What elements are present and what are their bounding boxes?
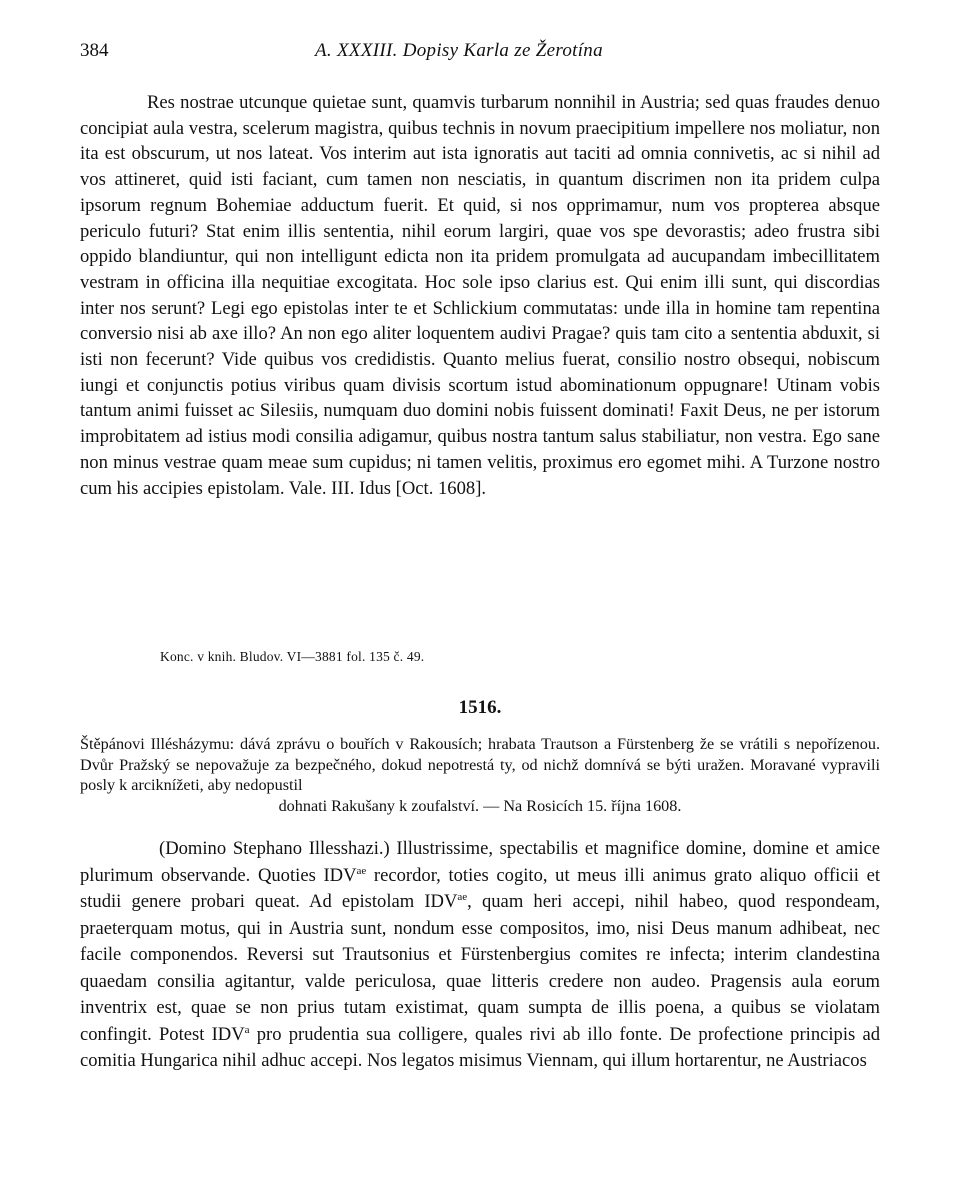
page-header [80, 40, 880, 68]
letter-body-paragraph-2 [80, 836, 880, 1075]
letter-regest [80, 734, 880, 816]
regest-text: Štěpánovi Illésházymu: dává zprávu o bouřích v Rakousích; hrabata Trautson a Fürstenberg že se vrátili s nepořízenou. Dvůr Pražský se nepovažuje za bezpečného, dokud nepotrestá ty, od nichž domnívá se býti uražen. Moravané vypravili posly k arciknížeti, aby nedopustil [80, 735, 880, 794]
paragraph-text: pro prudentia sua colligere, quales rivi ab illo fonte. De profectione principis ad comitia Hungarica nihil adhuc accepi. Nos legatos misimus Viennam, qui illum hortarentur, ne Austriacos [80, 1023, 880, 1071]
paragraph-text: recordor, toties cogito, ut meus illi animus grato aliquo officii et studii genere probari queat. Ad epistolam IDV [80, 864, 881, 912]
paragraph-text: (Domino Stephano Illesshazi.) Illustrissime, spectabilis et magnifice domine, domine et amice plurimum observande. Quoties IDV [80, 838, 880, 886]
letter-number: 1516. [458, 697, 502, 718]
letter-body-paragraph: Res nostrae utcunque quietae sunt, quamvis turbarum nonnihil in Austria; sed quas fraudes denuo concipiat aula vestra, scelerum magistra, quibus technis in novum praecipitium impellere nos moliatur, non ita est obscurum, ut nos lateat. Vos interim aut ista ignoratis aut taciti ad omnia connivetis, ac si nihil ad vos attineret, quid isti faciant, cum tamen non nesciatis, in quantum discrimen non ita pridem culpa ipsorum regnum Bohemiae adductum fuerit. Et quid, si nos opprimamur, num vos propterea absque periculo futuri? Stat enim illis sententia, nihil eorum largiri, quae vos spe devorastis; adeo frustra sibi oppido blandiuntur, qui non intelligunt edicta non ita pridem promulgata ad aucupandam imbecillitatem vestram in officina illa nequitiae excogitata. Hoc sole ipso clarius est. Qui enim illi sunt, qui discordias inter nos serunt? Legi ego epistolas inter te et Schlickium commutatas: unde illa in homine tam repentina conversio nisi ab axe illo? An non ego aliter loquentem audivi Pragae? quis tam cito a sententia abduxit, si isti non fecerunt? Vide quibus vos credidistis. Quanto melius fuerat, consilio nostro obsequi, nobiscum iungi et conjunctis potius viribus quam divisis scortum istud abominationum oppugnare! Utinam vobis tantum animi fuisset ac Silesiis, numquam duo domini nobis fuissent dominati! Faxit Deus, ne per istorum improbitatem ad istius modi consilia adigamur, quibus nostra tantum salus stabiliatur, non vestra. Ego sane non minus vestrae quam meae sum cupidus; ni tamen velitis, proximus ero egomet mihi. A Turzone nostro cum his accipies epistolam. Vale. III. Idus [Oct. 1608]. [80, 92, 880, 499]
regest-date-line: dohnati Rakušany k zoufalství. — Na Rosicích 15. října 1608. [278, 796, 682, 815]
running-title: A. XXXIII. Dopisy Karla ze Žerotína [315, 40, 603, 61]
superscript: a [244, 1023, 250, 1036]
page-number: 384 [80, 40, 109, 61]
superscript: ae [356, 864, 367, 877]
source-note: Konc. v knih. Bludov. VI—3881 fol. 135 č. 49. [160, 649, 425, 664]
superscript: ae [457, 890, 468, 903]
paragraph-text: , quam heri accepi, nihil habeo, quod respondeam, praeterquam motus, qui in Austria sunt, nondum esse compositos, imo, nisi Deus manum adhibeat, nec facile componendos. Reversi sut Trautsonius et Fürstenbergius comites re infecta; interim clandestina quaedam consilia agitantur, valde periculosa, quae litteris credere non audeo. Pragensis aula eorum inventrix est, quae se non prius tutam existimat, quam sumpta de illis poena, a quibus se violatam confingit. Potest IDV [80, 891, 880, 1045]
